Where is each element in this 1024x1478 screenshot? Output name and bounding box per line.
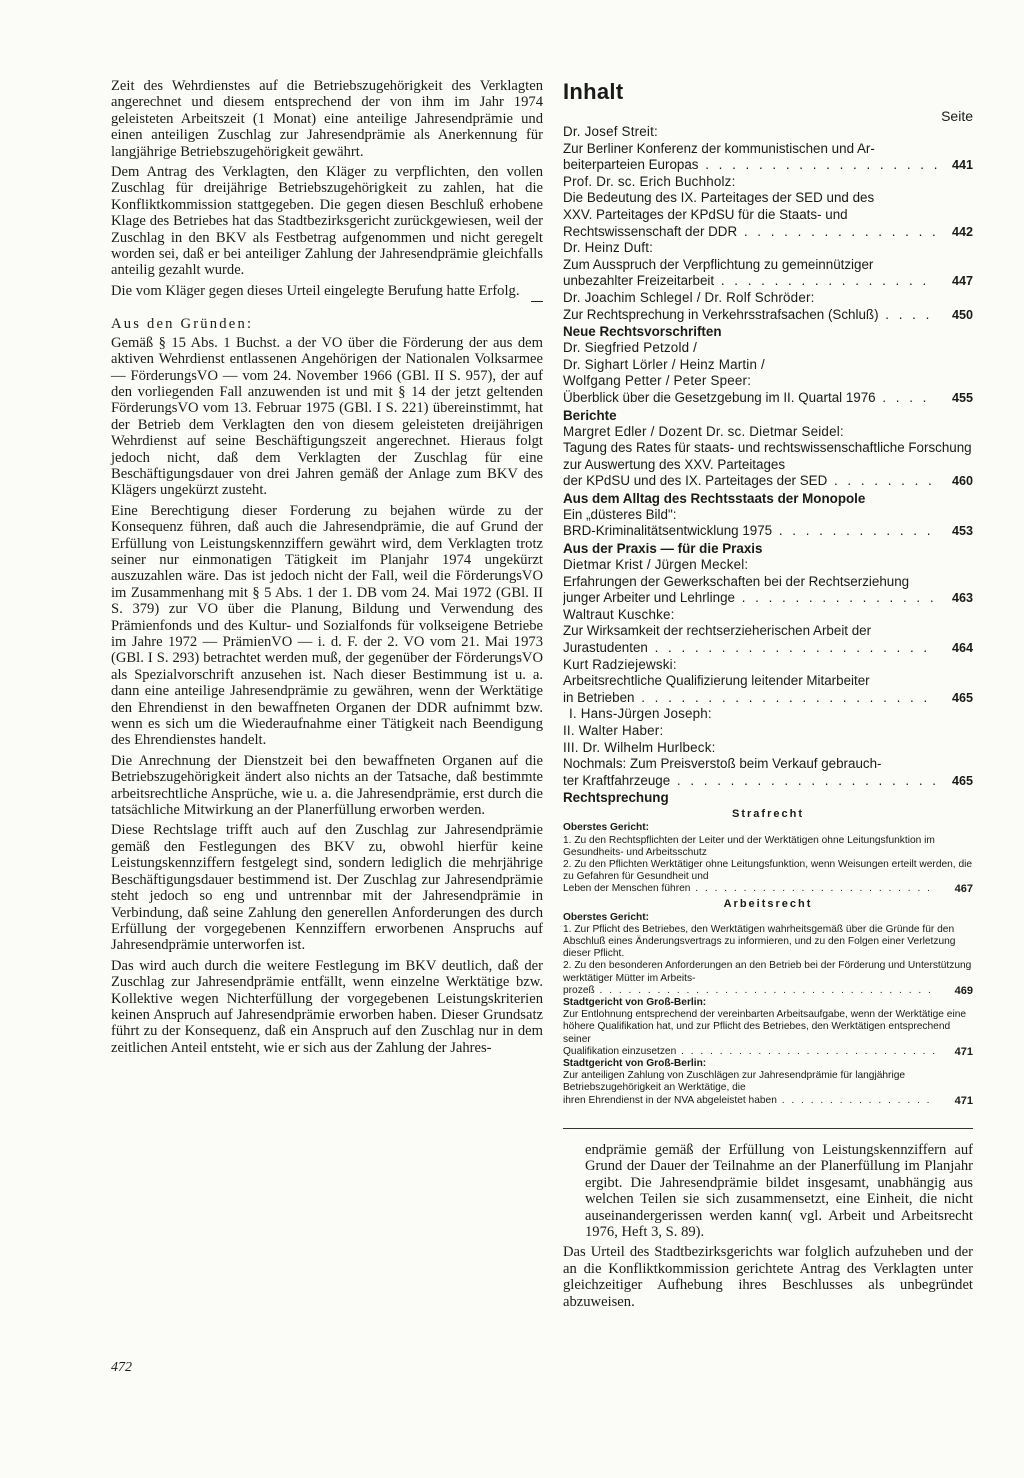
toc-divider xyxy=(563,1128,973,1129)
toc-title-line: in Betrieben . . . xyxy=(563,690,937,707)
toc-title-line: Zur Entlohnung entsprechend der vereinbarten Arbeitsaufgabe, wenn der Werktätige eine höhere Qualifikation hat, und zur Pflicht des Betriebes, den Werktätigen entsprechend seiner xyxy=(563,1009,967,1045)
toc-title-line: Arbeitsrechtliche Qualifizierung leitender Mitarbeiter xyxy=(563,673,870,689)
toc-title-line: Tagung des Rates für staats- und rechtswissenschaftliche Forschung zur Auswertung des XXV. Parteitages xyxy=(563,440,972,472)
toc-author: II. Walter Haber: xyxy=(563,723,664,738)
toc-title-line: 2. Zu den besonderen Anforderungen an den Betrieb bei der Förderung und Unterstützung werktätiger Mütter im Arbeits- xyxy=(563,960,972,984)
toc-entry[interactable] xyxy=(563,997,973,1058)
toc-subsection-heading: Arbeitsrecht xyxy=(723,897,813,910)
toc-page-number: 469 xyxy=(954,984,973,997)
toc-entry[interactable] xyxy=(563,557,973,607)
margin-mark xyxy=(531,301,543,306)
toc-title-line: unbezahlter Freizeitarbeit . . . xyxy=(563,273,937,290)
toc-page-number: 460 xyxy=(951,474,973,489)
toc-author: Dr. Siegfried Petzold / xyxy=(563,340,698,356)
toc-author: Kurt Radziejewski: xyxy=(563,656,677,672)
toc-title-line: Zum Ausspruch der Verpflichtung zu gemeinnütziger xyxy=(563,256,874,272)
toc-author: Dr. Sighart Lörler / Heinz Martin / xyxy=(563,356,765,372)
toc-title-line: ter Kraftfahrzeuge . . . xyxy=(563,773,937,790)
toc-title-line: beiterparteien Europas . . . xyxy=(563,157,937,174)
toc-entry[interactable] xyxy=(563,340,973,406)
toc-title-line: Erfahrungen der Gewerkschaften bei der Rechtserziehung xyxy=(563,573,910,589)
toc-author: III. Dr. Wilhelm Hurlbeck: xyxy=(563,739,716,755)
left-column xyxy=(111,78,543,1060)
toc-author: Margret Edler / Dozent Dr. sc. Dietmar Seidel: xyxy=(563,423,844,439)
toc-title-line: junger Arbeiter und Lehrlinge . . . xyxy=(563,590,937,607)
toc-page-number: 463 xyxy=(951,591,973,606)
toc-page-number: 465 xyxy=(951,690,973,705)
toc-title-line: Qualifikation einzusetzen . . . xyxy=(563,1046,937,1058)
toc-title-line: Die Bedeutung des IX. Parteitages der SED und des xyxy=(563,190,875,206)
toc-entry[interactable] xyxy=(563,657,973,707)
toc-page-number: 467 xyxy=(954,883,973,896)
paragraph: Das wird auch durch die weitere Festlegung im BKV deutlich, daß der Zuschlag zur Jahresendprämie entfällt, wenn einzelne Werktätige bzw. Kollektive wegen Nichterfüllung der vorgegebenen Leistungskriterien keinen Anspruch auf Jahresendprämie erworben haben. Dieser Grundsatz führt zu der Konsequenz, daß ein Anspruch auf den Zuschlag nur in dem zeitlichen Anteil entsteht, wie er sich aus der Zahlung der Jahres- xyxy=(111,957,543,1056)
toc-page-number: 447 xyxy=(951,274,973,289)
toc-title-line: der KPdSU und des IX. Parteitages der SED . . . xyxy=(563,473,937,490)
toc-title-line: 1. Zu den Rechtspflichten der Leiter und der Werktätigen ohne Leitungsfunktion im Gesundheits- und Arbeitsschutz xyxy=(563,834,935,858)
toc-page-number: 453 xyxy=(951,524,973,539)
toc-entry[interactable] xyxy=(563,174,973,240)
toc-entry[interactable] xyxy=(563,424,973,490)
section-heading: Aus den Gründen: xyxy=(111,316,254,333)
toc-title-line: XXV. Parteitages der KPdSU für die Staats- und xyxy=(563,206,848,222)
table-of-contents xyxy=(563,80,973,1107)
toc-court: Stadtgericht von Groß-Berlin: xyxy=(563,1058,707,1070)
toc-entry[interactable] xyxy=(563,607,973,657)
toc-title-line: Zur Wirksamkeit der rechtserzieherischen Arbeit der xyxy=(563,623,872,639)
toc-author: Dr. Heinz Duft: xyxy=(563,240,654,256)
paragraph: Eine Berechtigung dieser Forderung zu bejahen würde zu der Konsequenz führen, daß auch die Jahresendprämie, die auf Grund der Erfüllung von Leistungskennziffern gewährt wird, dem Verklagten trotz seiner nur einmonatigen Tätigkeit im Planjahr 1974 ungekürzt auszuzahlen wäre. Das ist jedoch nicht der Fall, weil die FörderungsVO im Zusammenhang mit § 5 Abs. 1 der 1. DB vom 24. Mai 1972 (GBl. II S. 379) zur VO über die Planung, Bildung und Verwendung des Prämienfonds und des Kultur- und Sozialfonds für volkseigene Betriebe im Jahre 1972 — PrämienVO — i. d. F. der 2. VO vom 21. Mai 1973 (GBl. I S. 293) betrachtet werden muß, der gegenüber der FörderungsVO als Spezialvorschrift anzusehen ist. Nach dieser Bestimmung ist u. a. dann eine anteilige Jahresendprämie zu gewähren, wenn der Werktätige den Ehrendienst in den bewaffneten Organen der DDR aufnimmt bzw. wenn es sich um die Wiederaufnahme einer Tätigkeit nach Beendigung des Ehrendienstes handelt. xyxy=(111,502,543,749)
toc-entry[interactable] xyxy=(563,240,973,290)
toc-title-line: ihren Ehrendienst in der NVA abgeleistet haben . . . xyxy=(563,1095,937,1107)
toc-section-heading: Rechtsprechung xyxy=(563,790,669,806)
toc-entry[interactable] xyxy=(563,912,973,997)
toc-entry[interactable] xyxy=(563,507,973,540)
right-column xyxy=(563,1142,973,1314)
paragraph: Dem Antrag des Verklagten, den Kläger zu verpflichten, den vollen Zuschlag für dreijährige Betriebszugehörigkeit zu zahlen, hat die Konfliktkommission stattgegeben. Die gegen diesen Beschluß erhobene Klage des Betriebes hat das Stadtbezirksgericht zurückgewiesen, weil der Zuschlag in den BKV als Festbetrag aufgenommen und nicht geregelt worden sei, daß er bei anteiliger Zahlung der Jahresendprämie gleichfalls anteilig gezahlt wurde. xyxy=(111,164,543,279)
toc-entry[interactable] xyxy=(563,706,973,789)
toc-title-line: Leben der Menschen führen . . . xyxy=(563,883,937,895)
toc-court: Stadtgericht von Groß-Berlin: xyxy=(563,997,707,1009)
toc-section-heading: Aus der Praxis — für die Praxis xyxy=(563,541,763,557)
toc-author: Prof. Dr. sc. Erich Buchholz: xyxy=(563,173,736,189)
toc-title-line: prozeß . . . xyxy=(563,985,937,997)
toc-section-heading: Aus dem Alltag des Rechtsstaats der Monopole xyxy=(563,490,866,506)
toc-title: Inhalt xyxy=(563,79,624,104)
paragraph: Die Anrechnung der Dienstzeit bei den bewaffneten Organen auf die Betriebszugehörigkeit ändert also nichts an der Tatsache, daß bestimmte arbeitsrechtliche Ansprüche, wie u. a. die Jahresendprämie, erst durch die tatsächliche Mitwirkung an der Planerfüllung erworben werden. xyxy=(111,752,543,819)
toc-title-line: BRD-Kriminalitätsentwicklung 1975 . . . xyxy=(563,523,937,540)
toc-page-number: 455 xyxy=(951,390,973,405)
paragraph: Zeit des Wehrdienstes auf die Betriebszugehörigkeit des Verklagten angerechnet und diesem entsprechend der von ihm im Jahr 1974 geleisteten Arbeitszeit (1 Monat) eine anteilige Jahresendprämie und einen anteiligen Zuschlag zur Jahresendprämie als Anerkennung für langjährige Betriebszugehörigkeit gewährt. xyxy=(111,78,543,160)
toc-page-number: 471 xyxy=(954,1045,973,1058)
toc-title-line: Jurastudenten . . . xyxy=(563,640,937,657)
toc-title-line: Nochmals: Zum Preisverstoß beim Verkauf gebrauch- xyxy=(563,756,882,772)
toc-title-line: Ein „düsteres Bild": xyxy=(563,506,677,522)
toc-page-number: 441 xyxy=(951,158,973,173)
toc-author: Dr. Josef Streit: xyxy=(563,124,658,139)
toc-entry[interactable] xyxy=(563,822,973,895)
toc-section-heading: Neue Rechtsvorschriften xyxy=(563,324,722,340)
paragraph: Gemäß § 15 Abs. 1 Buchst. a der VO über die Förderung der aus dem aktiven Wehrdienst entlassenen Angehörigen der Nationalen Volksarmee — FörderungsVO — vom 24. November 1966 (GBl. II S. 957), der auf den vorliegenden Fall anzuwenden ist und mit § 14 der jetzt geltenden FörderungsVO vom 13. Februar 1975 (GBl. I S. 221) übereinstimmt, hat der Betrieb dem Verklagten den von diesem geleisteten dreijährigen Wehrdienst auf seine Beschäftigungszeit angerechnet. Hieraus folgt jedoch nicht, daß dem Verklagten der Zuschlag für eine Beschäftigungsdauer von drei Jahren gemäß der Anlage zum BKV des Klägers ungekürzt zusteht. xyxy=(111,334,543,499)
toc-court: Oberstes Gericht: xyxy=(563,911,650,923)
toc-page-number: 465 xyxy=(951,773,973,788)
paragraph: Das Urteil des Stadtbezirksgerichts war folglich aufzuheben und der an die Konfliktkommission gerichtete Antrag des Verklagten unter gleichzeitiger Aufhebung ihres Beschlusses als unbegründet abzuweisen. xyxy=(563,1244,973,1310)
toc-entry[interactable] xyxy=(563,1058,973,1107)
toc-entry[interactable] xyxy=(563,124,973,174)
toc-author: I. Hans-Jürgen Joseph: xyxy=(569,706,712,722)
toc-page-number: 442 xyxy=(951,224,973,239)
toc-title-line: Rechtswissenschaft der DDR . . . xyxy=(563,224,937,241)
toc-page-number: 471 xyxy=(954,1094,973,1107)
paragraph: Die vom Kläger gegen dieses Urteil eingelegte Berufung hatte Erfolg. xyxy=(111,282,520,299)
page-column-header: Seite xyxy=(941,108,973,124)
toc-page-number: 464 xyxy=(951,641,973,656)
toc-title-line: 1. Zur Pflicht des Betriebes, den Werktätigen wahrheitsgemäß über die Gründe für den Abschluß eines Änderungsvertrags zu informieren, und zu den Folgen einer Verletzung dieser Pflicht. xyxy=(563,923,956,960)
toc-title-line: Zur anteiligen Zahlung von Zuschlägen zur Jahresendprämie für langjährige Betriebszugehörigkeit an Werktätige, die xyxy=(563,1070,906,1094)
paragraph: endprämie gemäß der Erfüllung von Leistungskennziffern auf Grund der Dauer der Teilnahme an der Planerfüllung im Planjahr ergibt. Die Jahresendprämie bildet insgesamt, unabhängig aus welchen Teilen sie sich zusammensetzt, eine Einheit, die nicht auseinandergerissen werden kann( vgl. Arbeit und Arbeitsrecht 1976, Heft 3, S. 89). xyxy=(585,1142,973,1241)
toc-title-line: Überblick über die Gesetzgebung im II. Quartal 1976 . . . xyxy=(563,390,937,407)
toc-court: Oberstes Gericht: xyxy=(563,822,650,834)
page-number: 472 xyxy=(111,1360,132,1375)
toc-author: Wolfgang Petter / Peter Speer: xyxy=(563,373,752,389)
paragraph: Diese Rechtslage trifft auch auf den Zuschlag zur Jahresendprämie gemäß den Festlegungen des BKV zu, obwohl hierfür keine Leistungskennziffern festgelegt sind, sondern lediglich die mehrjährige Beschäftigungsdauer bestimmend ist. Der Zuschlag zur Jahresendprämie steht jedoch so eng und untrennbar mit der Jahresendprämie in Verbindung, daß seine Zahlung den generellen Anforderungen des durch Erfüllung der vorgegebenen Kennziffern erworbenen Anspruchs auf Jahresendprämie unterworfen ist. xyxy=(111,822,543,954)
toc-title-line: Zur Berliner Konferenz der kommunistischen und Ar- xyxy=(563,140,875,156)
toc-section-heading: Berichte xyxy=(563,407,617,423)
toc-author: Dr. Joachim Schlegel / Dr. Rolf Schröder: xyxy=(563,289,815,305)
toc-page-number: 450 xyxy=(951,307,973,322)
toc-title-line: 2. Zu den Pflichten Werktätiger ohne Leitungsfunktion, wenn Weisungen erteilt werden, die zu Gefahren für Gesundheit und xyxy=(563,858,973,883)
toc-subsection-heading: Strafrecht xyxy=(732,808,804,821)
toc-title-line: Zur Rechtsprechung in Verkehrsstrafsachen (Schluß) . . . xyxy=(563,307,937,324)
toc-author: Waltraut Kuschke: xyxy=(563,606,675,622)
toc-author: Dietmar Krist / Jürgen Meckel: xyxy=(563,557,749,573)
toc-entry[interactable] xyxy=(563,290,973,323)
